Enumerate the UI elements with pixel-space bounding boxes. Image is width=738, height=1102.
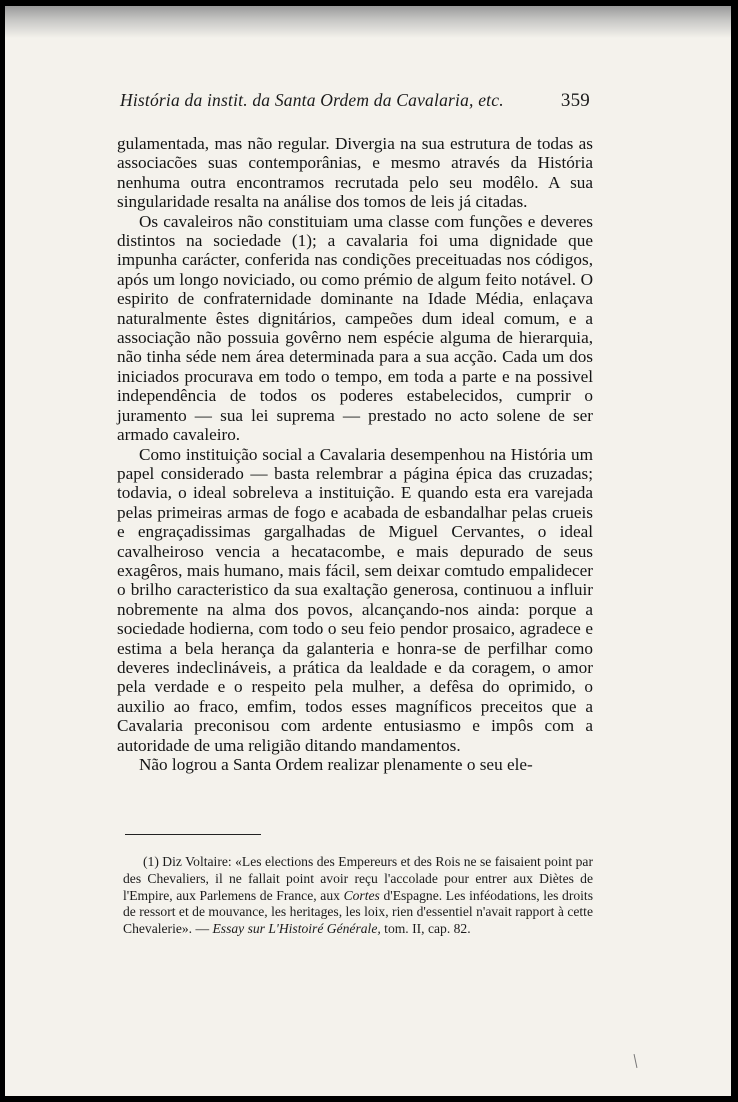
footnote-citation-title: Essay sur L'Histoiré Générale, (212, 921, 381, 937)
paragraph: Como instituição social a Cavalaria desempenhou na História um papel considerado — basta relembrar a página épica das cruzadas; todavia, o ideal sobreleva a instituição. E quando esta era varejada pelas primeiras armas de fogo e acabada de esbandalhar pelas crueis e engraçadissimas gargalhadas de Miguel Cervantes, o ideal cavalheiroso vencia a hecatacombe, e mais depurado de seus exagêros, mais humano, mais fácil, sem deixar comtudo empalidecer o brilho caracteristico da sua exaltação generosa, continuou a influir nobremente na alma dos povos, alcançando-nos ainda: porque a sociedade hodierna, com todo o seu feio pendor prosaico, agradece e estima a bela herança da galanteria e honra-se de perfilhar como deveres indeclináveis, a prática da lealdade e da coragem, o amor pela verdade e o respeito pela mulher, a defêsa do oprimido, o auxilio ao fraco, emfim, todos esses magníficos preceitos que a Cavalaria preconisou com ardente entusiasmo e impôs com a autoridade de uma religião ditando mandamentos. (117, 444, 593, 755)
footnote-rule (125, 834, 261, 835)
body-text (117, 134, 593, 774)
footnote-text: (1) Diz Voltaire: «Les elections des Empereurs et des Rois ne se faisaient point par des Chevaliers, il ne fallait point avoir reçu l'accolade pour entrer aux Diètes de l'Empire, aux Parlemens de France, aux (123, 854, 593, 903)
running-head-title: História da instit. da Santa Ordem da Cavalaria, etc. (120, 90, 504, 110)
footnote-italic: Cortes (343, 887, 380, 903)
scanned-page (5, 6, 731, 1096)
paragraph: Não logrou a Santa Ordem realizar plenamente o seu ele- (139, 755, 533, 774)
paragraph: Os cavaleiros não constituiam uma classe com funções e deveres distintos na sociedade (1); a cavalaria foi uma dignidade que impunha carácter, conferida nas condições preceituadas nos códigos, após um longo noviciado, ou como prémio de algum feito notável. O espirito de confraternidade dominante na Idade Média, enlaçava naturalmente êstes dignitários, campeões dum ideal comum, e a associação não possuia govêrno nem espécie alguma de hierarquia, não tinha séde nem área determinada para a sua acção. Cada um dos iniciados procurava em todo o tempo, em toda a parte e na possivel independência de todos os poderes estabelecidos, cumprir o juramento — sua lei suprema — prestado no acto solene de ser armado cavaleiro. (117, 211, 593, 445)
paragraph-continuation: gulamentada, mas não regular. Divergia na sua estrutura de todas as associacões suas contemporânias, e mesmo através da História nenhuma outra encontramos recrutada pelo seu modêlo. A sua singularidade resalta na análise dos tomos de leis já citadas. (117, 134, 593, 212)
footnote-text: tom. II, cap. 82. (380, 921, 471, 937)
footnote (123, 854, 593, 938)
page-number: 359 (560, 90, 590, 111)
scan-shadow (5, 6, 731, 38)
scan-mark (634, 1054, 638, 1068)
running-head (120, 90, 590, 112)
footnote-text: d'Espagne. Les inféodations, les droits de ressort et de mouvance, les heritages, les loix, rien d'essentiel n'avait rapport à cette Chevalerie». — (123, 887, 593, 937)
